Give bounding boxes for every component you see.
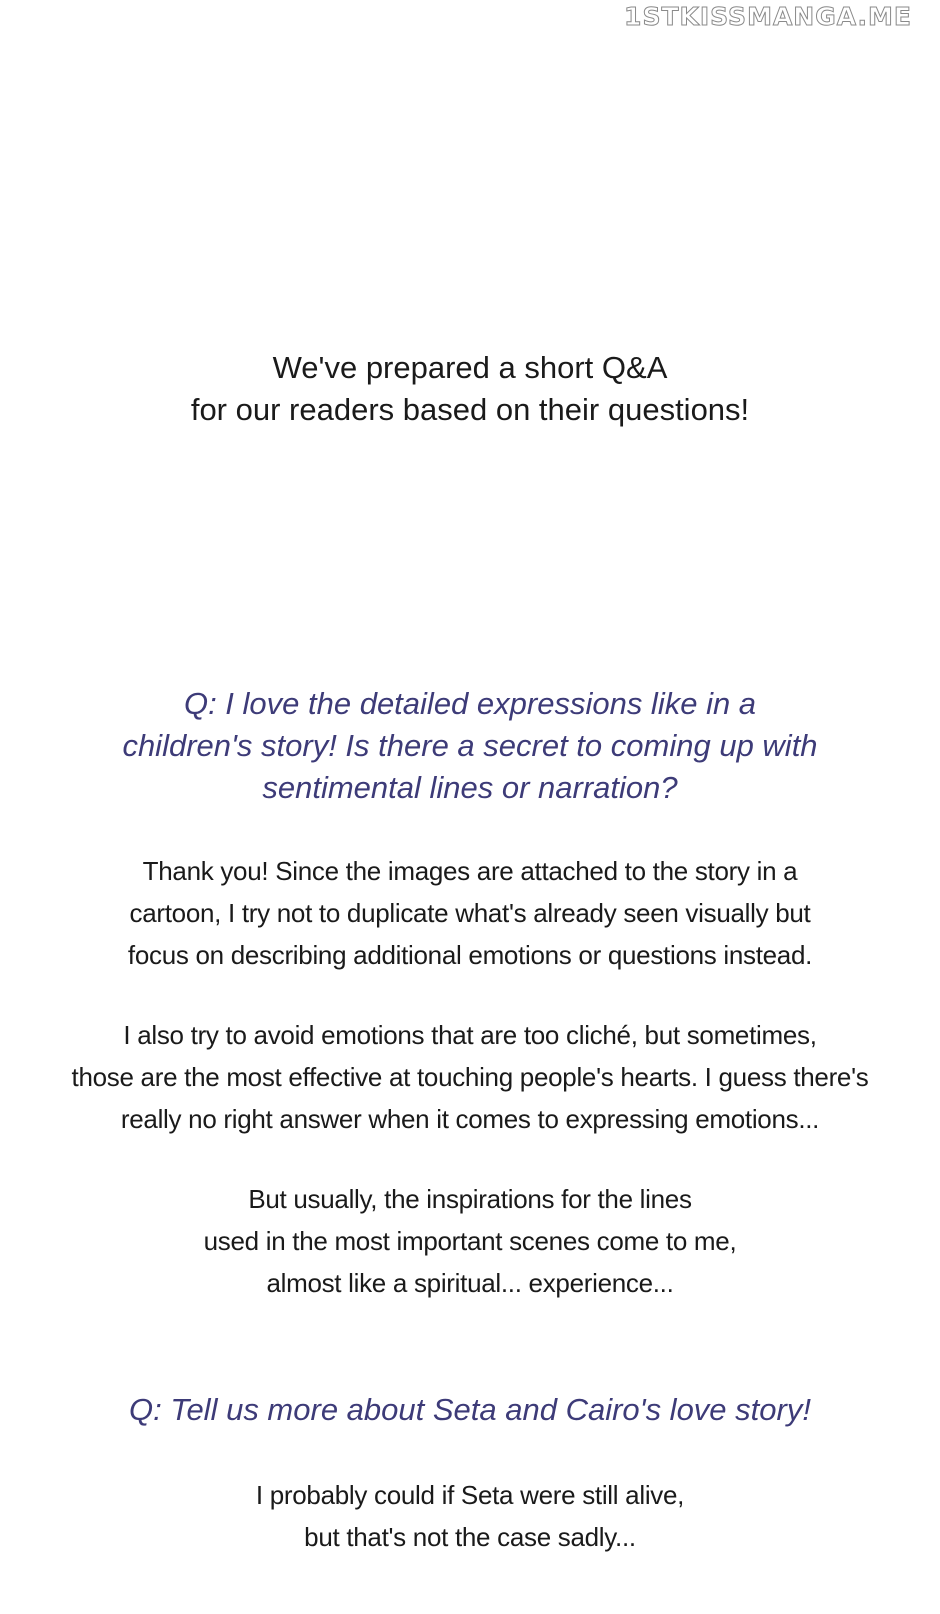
- question-1: [0, 683, 940, 809]
- answer-line: almost like a spiritual... experience...: [266, 1268, 674, 1298]
- answer-line: Thank you! Since the images are attached to the story in a: [142, 856, 798, 886]
- answer-line: I also try to avoid emotions that are too cliché, but sometimes,: [123, 1020, 817, 1050]
- question-2: [0, 1389, 940, 1431]
- answer-1-paragraph-3: [0, 1178, 940, 1304]
- answer-line: those are the most effective at touching people's hearts. I guess there's: [71, 1062, 869, 1092]
- answer-2-paragraph-1: [0, 1474, 940, 1558]
- answer-line: I probably could if Seta were still alive,: [255, 1480, 685, 1510]
- answer-line: focus on describing additional emotions or questions instead.: [127, 940, 813, 970]
- question-line: children's story! Is there a secret to coming up with: [122, 728, 818, 763]
- answer-line: cartoon, I try not to duplicate what's already seen visually but: [129, 898, 811, 928]
- answer-1-paragraph-2: [0, 1014, 940, 1140]
- answer-1-paragraph-1: [0, 850, 940, 976]
- answer-line: used in the most important scenes come to me,: [203, 1226, 737, 1256]
- answer-line: really no right answer when it comes to expressing emotions...: [120, 1104, 820, 1134]
- site-watermark: 1STKISSMANGA.ME: [624, 2, 912, 31]
- answer-line: but that's not the case sadly...: [304, 1522, 636, 1552]
- question-line: Q: Tell us more about Seta and Cairo's love story!: [129, 1392, 811, 1427]
- question-line: Q: I love the detailed expressions like in a: [183, 686, 757, 721]
- intro-line: We've prepared a short Q&A: [272, 350, 668, 385]
- answer-line: But usually, the inspirations for the lines: [248, 1184, 692, 1214]
- question-line: sentimental lines or narration?: [262, 770, 678, 805]
- intro-line: for our readers based on their questions!: [190, 392, 750, 427]
- intro-text: [0, 347, 940, 431]
